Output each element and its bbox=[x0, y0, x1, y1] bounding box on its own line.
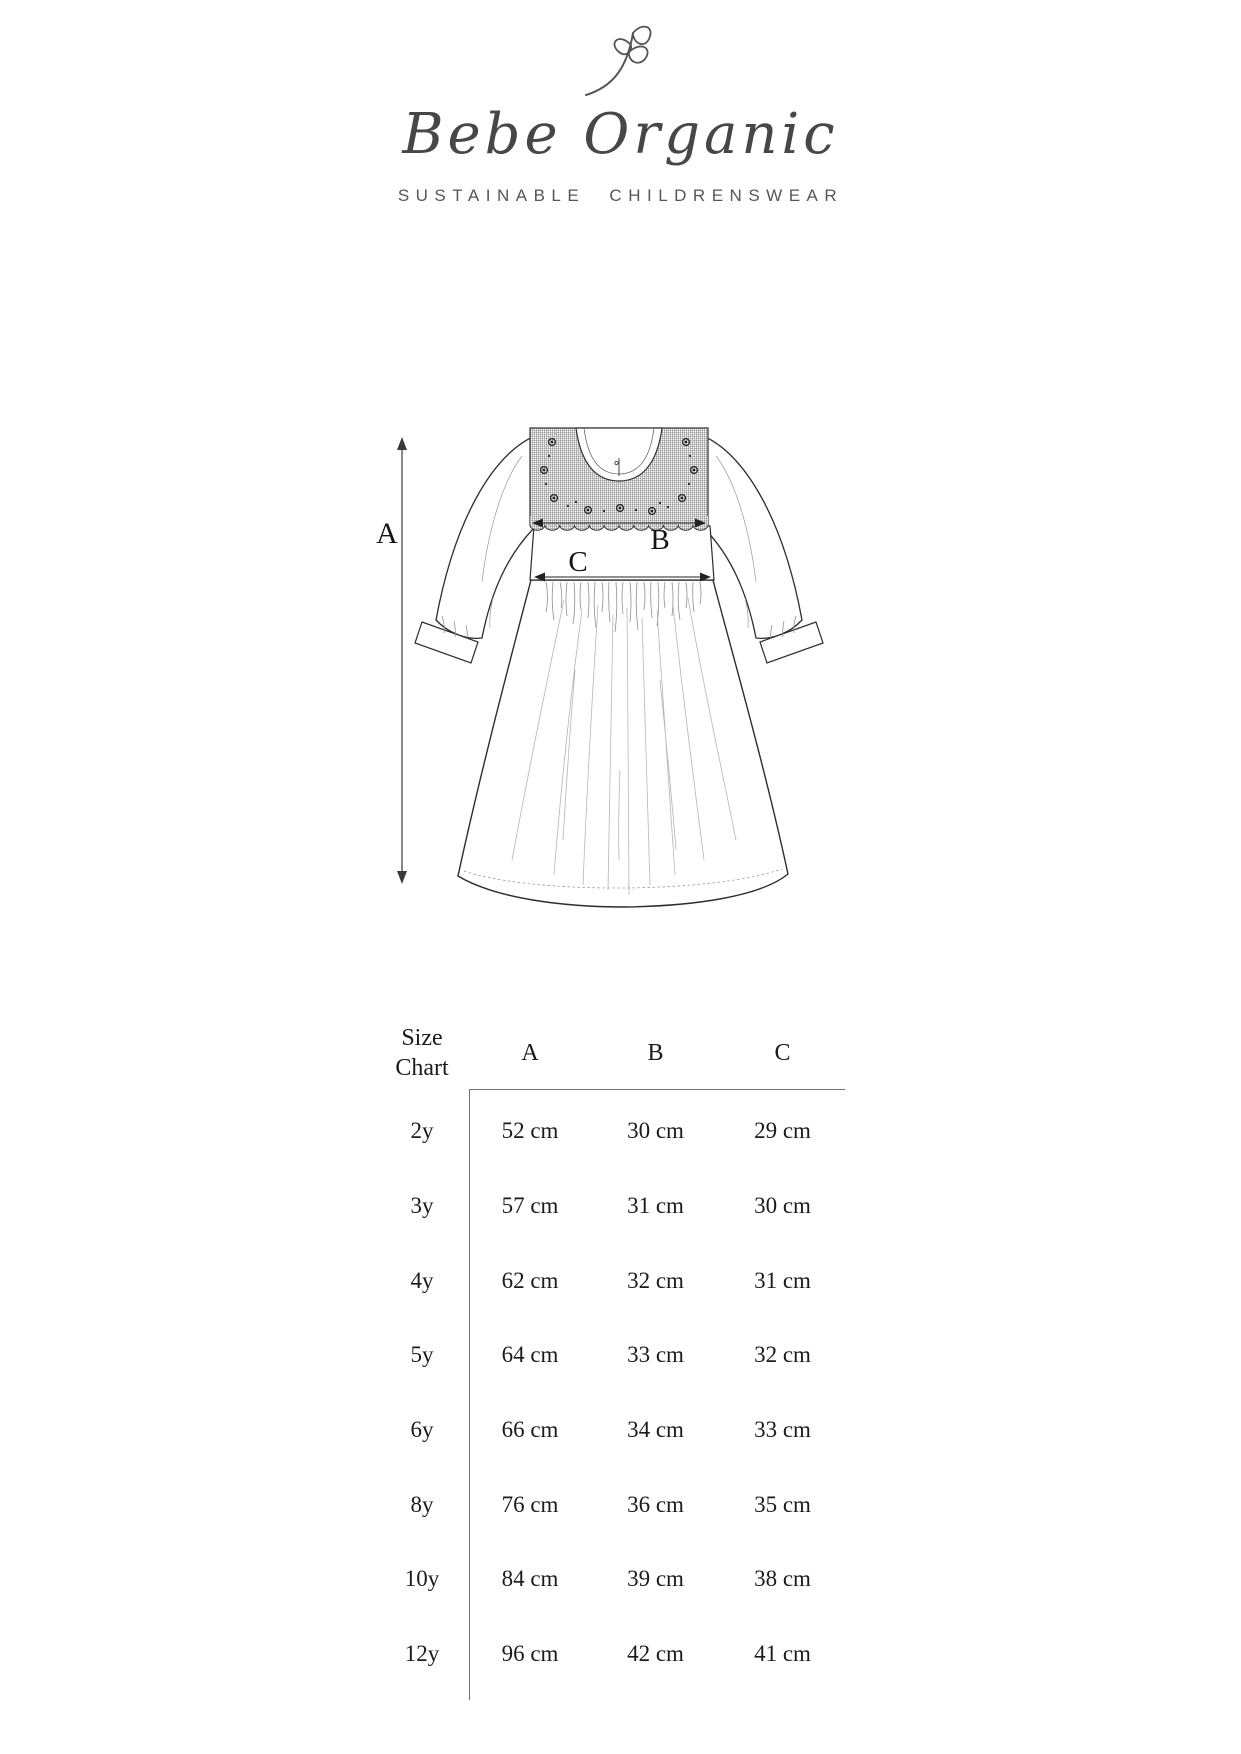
row-size-label: 8y bbox=[410, 1491, 434, 1517]
row-value-b: 32 cm bbox=[627, 1267, 684, 1293]
row-size-label: 5y bbox=[410, 1342, 434, 1368]
row-value-a: 64 cm bbox=[501, 1342, 559, 1368]
measure-arrow-a bbox=[376, 437, 407, 884]
table-row bbox=[330, 1094, 850, 1169]
row-value-c: 32 cm bbox=[754, 1342, 811, 1368]
row-value-c: 41 cm bbox=[754, 1641, 811, 1667]
row-value-b: 36 cm bbox=[627, 1491, 684, 1517]
row-size-label: 4y bbox=[410, 1267, 434, 1293]
table-row bbox=[330, 1393, 850, 1468]
table-row bbox=[330, 1467, 850, 1542]
row-value-a: 84 cm bbox=[501, 1566, 559, 1592]
row-size-label: 12y bbox=[404, 1641, 440, 1667]
column-header-a: A bbox=[521, 1039, 539, 1066]
leaf-sprig-icon bbox=[582, 24, 660, 100]
row-value-c: 33 cm bbox=[754, 1417, 811, 1443]
row-value-b: 33 cm bbox=[627, 1342, 684, 1368]
row-size-label: 6y bbox=[410, 1417, 434, 1443]
row-value-c: 30 cm bbox=[754, 1193, 811, 1219]
dress-measurement-diagram bbox=[330, 370, 830, 910]
row-value-c: 31 cm bbox=[754, 1267, 811, 1293]
row-value-a: 52 cm bbox=[501, 1118, 559, 1144]
row-value-b: 42 cm bbox=[627, 1641, 684, 1667]
size-table-body bbox=[330, 1089, 850, 1692]
label-b: B bbox=[650, 524, 670, 556]
table-row bbox=[330, 1243, 850, 1318]
row-size-label: 3y bbox=[410, 1193, 434, 1219]
table-header-row bbox=[330, 1005, 850, 1089]
dress-skirt bbox=[458, 580, 788, 907]
row-value-a: 76 cm bbox=[501, 1491, 559, 1517]
row-value-b: 34 cm bbox=[627, 1417, 684, 1443]
row-value-a: 96 cm bbox=[501, 1641, 559, 1667]
table-row bbox=[330, 1542, 850, 1617]
row-value-b: 39 cm bbox=[627, 1566, 684, 1592]
label-a: A bbox=[376, 517, 398, 550]
table-vertical-rule bbox=[469, 1089, 470, 1700]
column-header-c: C bbox=[774, 1039, 791, 1066]
table-header-rule bbox=[469, 1089, 845, 1090]
row-value-c: 35 cm bbox=[754, 1491, 811, 1517]
table-row bbox=[330, 1169, 850, 1244]
brand-logo-text: Bebe Organic bbox=[402, 102, 839, 167]
label-c: C bbox=[568, 546, 588, 578]
row-size-label: 2y bbox=[410, 1118, 434, 1144]
row-value-a: 57 cm bbox=[501, 1193, 559, 1219]
size-table bbox=[330, 1005, 850, 1692]
table-row bbox=[330, 1318, 850, 1393]
row-value-a: 62 cm bbox=[501, 1267, 559, 1293]
table-title: Size Chart bbox=[395, 1025, 449, 1081]
brand-tagline: SUSTAINABLE CHILDRENSWEAR bbox=[397, 186, 844, 205]
table-row bbox=[330, 1617, 850, 1692]
column-header-b: B bbox=[647, 1039, 664, 1066]
row-value-b: 30 cm bbox=[627, 1118, 684, 1144]
row-value-b: 31 cm bbox=[627, 1193, 684, 1219]
dress-waistband bbox=[530, 526, 714, 580]
row-value-c: 29 cm bbox=[754, 1118, 811, 1144]
dress-yoke bbox=[530, 428, 708, 530]
row-size-label: 10y bbox=[404, 1566, 440, 1592]
row-value-c: 38 cm bbox=[754, 1566, 811, 1592]
row-value-a: 66 cm bbox=[501, 1417, 559, 1443]
